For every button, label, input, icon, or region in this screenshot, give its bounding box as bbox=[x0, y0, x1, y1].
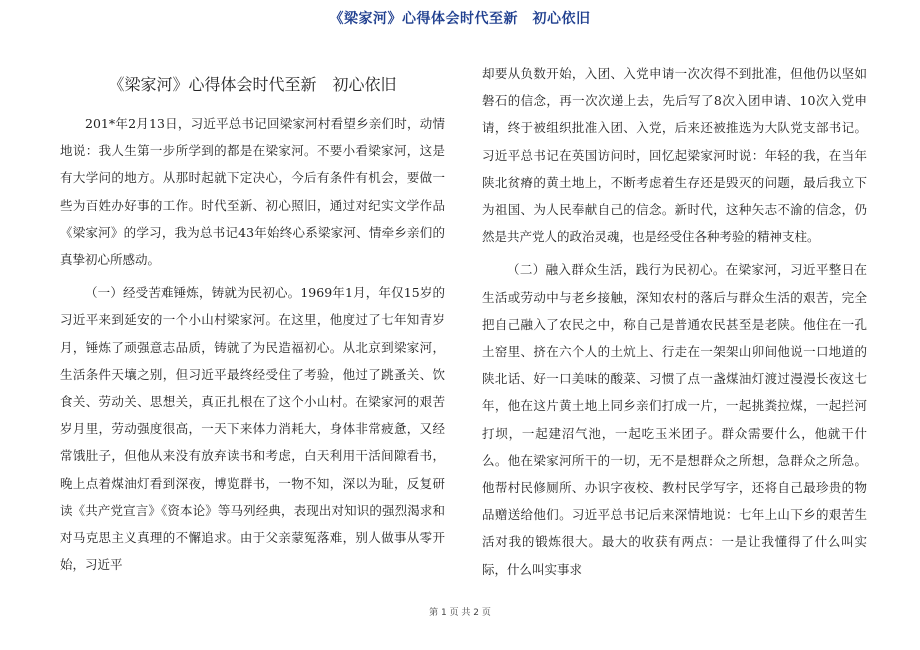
left-column bbox=[60, 60, 445, 578]
paragraph-section-one-continued: 却要从负数开始，入团、入党申请一次次得不到批准，但他仍以坚如磐石的信念，再一次次递上去，先后写了8次入团申请、10次入党申请，终于被组织批准入团、入党，后来还被推选为大队党支部书记。习近平总书记在英国访问时，回忆起梁家河时说：年轻的我，在当年陕北贫瘠的黄土地上，不断考虑着生存还是毁灭的问题，最后我立下为祖国、为人民奉献自己的信念。新时代，这种矢志不渝的信念，仍然是共产党人的政治灵魂，也是经受住各种考验的精神支柱。 bbox=[482, 66, 867, 245]
paragraph-section-one: （一）经受苦难锤炼，铸就为民初心。1969年1月，年仅15岁的习近平来到延安的一个小山村梁家河。在这里，他度过了七年知青岁月，锤炼了顽强意志品质，铸就了为民造福初心。从北京到梁家河，生活条件天壤之别，但习近平最终经受住了考验，他过了跳蚤关、饮食关、劳动关、思想关，真正扎根在了这个小山村。在梁家河的艰苦岁月里，劳动强度很高，一天下来体力消耗大，身体非常疲惫，又经常饿肚子，但他从来没有放弃读书和考虑，白天利用干活间隙看书，晚上点着煤油灯看到深夜，博览群书，一物不知，深以为耻，反复研读《共产党宣言》《资本论》等马列经典，表现出对知识的强烈渴求和对马克思主义真理的不懈追求。由于父亲蒙冤落难，别人做事从零开始，习近平 bbox=[60, 285, 445, 573]
page-footer: 第 1 页 共 2 页 bbox=[429, 608, 491, 618]
page-header: 《梁家河》心得体会时代至新 初心依旧 bbox=[329, 11, 591, 27]
paragraph-intro: 201*年2月13日，习近平总书记回梁家河村看望乡亲们时，动情地说：我人生第一步所学到的都是在梁家河。不要小看梁家河，这是有大学问的地方。从那时起就下定决心，今后有条件有机会，要做一些为百姓办好事的工作。时代至新、初心照旧，通过对纪实文学作品《梁家河》的学习，我为总书记43年始终心系梁家河、情牵乡亲们的真挚初心所感动。 bbox=[60, 116, 445, 268]
paragraph-section-two: （二）融入群众生活，践行为民初心。在梁家河，习近平整日在生活或劳动中与老乡接触，深知农村的落后与群众生活的艰苦，完全把自己融入了农民之中，称自己是普通农民甚至是老陕。他住在一孔土窑里、挤在六个人的土炕上、行走在一架架山卯间他说一口地道的陕北话、好一口美味的酸菜、习惯了点一盏煤油灯渡过漫漫长夜这七年，他在这片黄土地上同乡亲们打成一片，一起挑粪拉煤，一起拦河打坝，一起建沼气池，一起吃玉米团子。群众需要什么，他就干什么。他在梁家河所干的一切，无不是想群众之所想，急群众之所急。他帮村民修厕所、办识字夜校、教村民学写字，还将自己最珍贵的物品赠送给他们。习近平总书记后来深情地说：七年上山下乡的艰苦生活对我的锻炼很大。最大的收获有两点：一是让我懂得了什么叫实际，什么叫实事求 bbox=[482, 262, 867, 577]
right-column bbox=[482, 60, 867, 583]
document-title: 《梁家河》心得体会时代至新 初心依旧 bbox=[108, 75, 397, 94]
